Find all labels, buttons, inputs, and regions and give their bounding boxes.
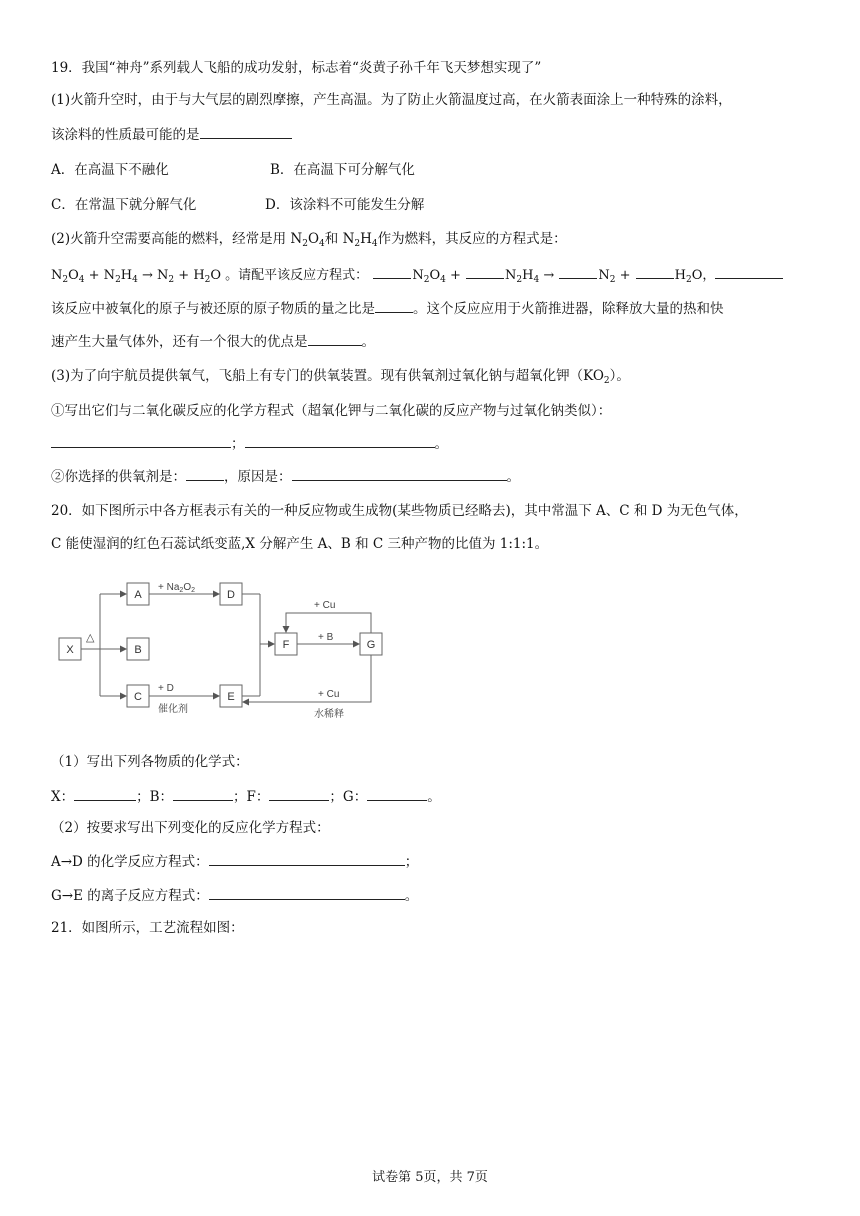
q19-p1-line1: (1)火箭升空时，由于与大气层的剧烈摩擦，产生高温。为了防止火箭温度过高，在火箭表面涂上一种特殊的涂料， <box>51 92 732 108</box>
box-label: D <box>227 589 235 601</box>
q19-p3-answers: ； 。 <box>51 433 448 454</box>
box-label: X <box>66 644 74 656</box>
q20-sub1-title: （1）写出下列各物质的化学式： <box>51 754 249 770</box>
q20-ge-line: G→E 的离子反应方程式： 。 <box>51 885 418 906</box>
q19-p2-line3: 该反应中被氧化的原子与被还原的原子物质的量之比是 。这个反应应用于火箭推进器，除释放大量的热和快 <box>51 298 724 319</box>
label-plus-b: + B <box>318 632 334 643</box>
q20-line1: 20．如下图所示中各方框表示有关的一种反应物或生成物(某些物质已经略去)，其中常温下 A、C 和 D 为无色气体， <box>51 503 748 519</box>
page-footer: 试卷第 5页，共 7页 <box>372 1170 488 1185</box>
box-label: G <box>366 639 376 651</box>
heat-symbol: △ <box>86 632 95 644</box>
option-c: C．在常温下就分解气化 <box>51 197 197 213</box>
answer-blank-x <box>74 786 136 801</box>
answer-blank-f <box>269 786 329 801</box>
label-cu-top: + Cu <box>314 600 336 611</box>
answer-blank <box>292 466 507 481</box>
q19-p2-line1: (2)火箭升空需要高能的燃料，经常是用 $N_2O_4$和 $N_2H_4$作为燃料，其反应的方程式是： <box>51 231 567 249</box>
answer-blank <box>245 433 435 448</box>
q19-equation-line: $N_2O_4 + N_2H_4 \to N_2 + H_2O$ 。请配平该反应方程式： $N_2O_4 + N_2H_4 \to N_2 + H_2O$， <box>51 264 783 286</box>
answer-blank <box>51 433 231 448</box>
q21-line1: 21．如图所示，工艺流程如图： <box>51 920 244 936</box>
box-label: B <box>134 644 142 656</box>
q19-p3-circ1: ①写出它们与二氧化碳反应的化学方程式（超氧化钾与二氧化碳的反应产物与过氧化钠类似）： <box>51 403 612 419</box>
answer-blank-g <box>367 786 427 801</box>
answer-blank-ad <box>209 851 405 866</box>
label-catalyst: 催化剂 <box>158 704 188 715</box>
q19-p3-line1: (3)为了向宇航员提供氧气，飞船上有专门的供氧装置。现有供氧剂过氧化钠与超氧化钾$(KO_2)$。 <box>51 368 630 386</box>
answer-blank <box>308 331 362 346</box>
q20-sub2-title: （2）按要求写出下列变化的反应化学方程式： <box>51 820 330 836</box>
box-label: A <box>134 589 142 601</box>
answer-blank <box>186 466 224 481</box>
label-cu-bottom: + Cu <box>318 689 340 700</box>
coef-blank <box>559 265 597 279</box>
q19-title: 19．我国“神舟”系列载人飞船的成功发射，标志着“炎黄子孙千年飞天梦想实现了” <box>51 60 542 76</box>
q19-p2-line4: 速产生大量气体外，还有一个很大的优点是 。 <box>51 331 375 352</box>
label-dilute: 水稀释 <box>314 709 344 720</box>
box-label: E <box>227 691 235 703</box>
label-na2o2: + $Na_2O_2$ <box>158 582 195 594</box>
coef-blank <box>636 265 674 279</box>
box-label: C <box>134 691 142 703</box>
answer-blank <box>200 124 292 139</box>
q19-p3-circ2: ②你选择的供氧剂是： ，原因是： 。 <box>51 466 520 487</box>
q19-p1-line2: 该涂料的性质最可能的是 <box>51 124 292 145</box>
q20-line2: C 能使湿润的红色石蕊试纸变蓝,X 分解产生 A、B 和 C 三种产物的比值为 1:1:1。 <box>51 536 549 552</box>
answer-blank <box>375 298 413 313</box>
option-d: D．该涂料不可能发生分解 <box>265 197 425 213</box>
coef-blank <box>466 265 504 279</box>
answer-blank-ge <box>209 885 405 900</box>
option-a: A．在高温下不融化 <box>51 162 169 178</box>
answer-blank <box>715 264 783 279</box>
label-plus-d: + D <box>158 683 174 694</box>
option-b: B．在高温下可分解气化 <box>270 162 415 178</box>
box-label: F <box>282 639 290 651</box>
q20-ad-line: A→D 的化学反应方程式： ； <box>51 851 418 872</box>
coef-blank <box>373 265 411 279</box>
answer-blank-b <box>173 786 233 801</box>
q20-formula-blanks: X： ；B： ；F： ；G： 。 <box>51 786 441 807</box>
reaction-diagram <box>56 570 396 725</box>
